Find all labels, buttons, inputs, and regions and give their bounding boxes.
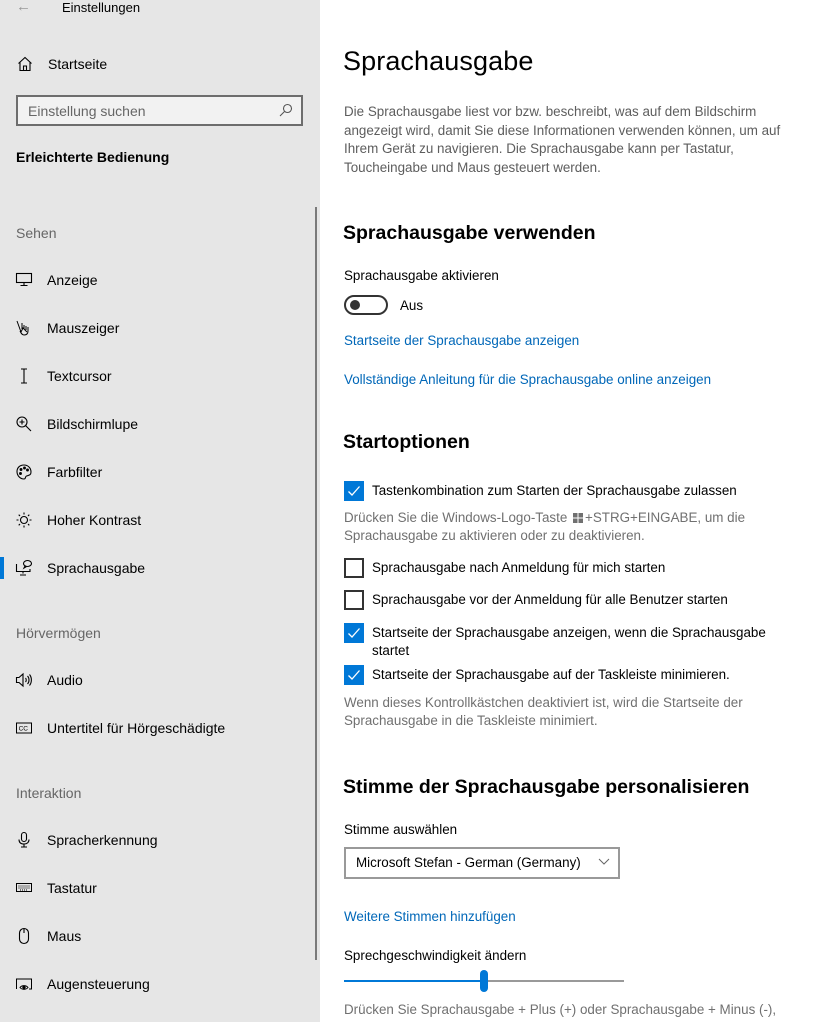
app-title: Einstellungen xyxy=(62,0,141,15)
sidebar-item-hoher-kontrast[interactable] xyxy=(0,500,312,540)
speed-slider[interactable] xyxy=(344,972,624,994)
eye-control-icon xyxy=(15,975,33,993)
nav-label: Augensteuerung xyxy=(47,976,150,992)
search-icon[interactable] xyxy=(279,103,293,117)
main-content xyxy=(320,0,839,1022)
slider-thumb[interactable] xyxy=(480,970,488,992)
voice-dropdown-value: Microsoft Stefan - German (Germany) xyxy=(356,855,581,870)
back-arrow-icon[interactable]: ← xyxy=(16,0,31,15)
keyboard-icon xyxy=(15,879,33,897)
nav-label: Bildschirmlupe xyxy=(47,416,139,432)
checkbox-minimize-home[interactable] xyxy=(344,665,364,685)
speaker-icon xyxy=(15,671,33,689)
toggle-state: Aus xyxy=(400,298,424,313)
checkbox-show-home[interactable] xyxy=(344,623,364,643)
magnifier-icon xyxy=(15,415,33,433)
nav-label: Spracherkennung xyxy=(47,832,158,848)
sun-icon xyxy=(15,511,33,529)
active-indicator xyxy=(0,557,4,579)
monitor-icon xyxy=(15,271,33,289)
section-heading-start: Startoptionen xyxy=(343,431,470,453)
pointer-icon xyxy=(15,319,33,337)
checkbox-after-signin[interactable] xyxy=(344,558,364,578)
sidebar-item-bildschirmlupe[interactable] xyxy=(0,404,312,444)
checkbox-shortcut[interactable] xyxy=(344,481,364,501)
toggle-label: Sprachausgabe aktivieren xyxy=(344,268,499,283)
sidebar-item-home[interactable] xyxy=(0,50,320,78)
nav-label: Audio xyxy=(47,672,83,688)
speed-hint: Drücken Sie Sprachausgabe + Plus (+) oder Sprachausgabe + Minus (-), xyxy=(344,1002,777,1017)
home-label: Startseite xyxy=(48,56,108,72)
nav-label: Tastatur xyxy=(47,880,97,896)
sidebar-item-untertitel[interactable] xyxy=(0,708,312,748)
nav-label: Textcursor xyxy=(47,368,112,384)
palette-icon xyxy=(15,463,33,481)
narrator-toggle[interactable] xyxy=(344,295,388,315)
narrator-home-link[interactable]: Startseite der Sprachausgabe anzeigen xyxy=(344,333,580,348)
voice-select-label: Stimme auswählen xyxy=(344,822,458,837)
voice-dropdown[interactable] xyxy=(344,847,620,879)
sidebar-item-sprachausgabe[interactable] xyxy=(0,548,312,588)
narrator-icon xyxy=(15,559,33,577)
checkmark-icon xyxy=(347,668,361,682)
chevron-down-icon xyxy=(598,858,610,866)
nav-label: Farbfilter xyxy=(47,464,103,480)
checkbox-before-signin[interactable] xyxy=(344,590,364,610)
intro-text: Die Sprachausgabe liest vor bzw. beschreibt, was auf dem Bildschirm angezeigt wird, damit Sie diese Informationen verwenden können, um auf Ihrem Gerät zu navigieren. Die Sprachausgabe kann per Tastatur, Toucheingabe und Maus gesteuert werden. xyxy=(344,104,781,175)
checkmark-icon xyxy=(347,484,361,498)
sidebar-item-spracherkennung[interactable] xyxy=(0,820,312,860)
section-heading-use: Sprachausgabe verwenden xyxy=(343,222,596,244)
sidebar-item-mauszeiger[interactable] xyxy=(0,308,312,348)
toggle-knob xyxy=(350,300,360,310)
minimize-hint: Wenn dieses Kontrollkästchen deaktiviert ist, wird die Startseite der Sprachausgabe in die Taskleiste minimiert. xyxy=(344,695,743,728)
checkbox-before-signin-label: Sprachausgabe vor der Anmeldung für alle Benutzer starten xyxy=(372,592,728,607)
nav-label: Anzeige xyxy=(47,272,98,288)
speed-label: Sprechgeschwindigkeit ändern xyxy=(344,948,527,963)
section-label-hoervermoegen: Hörvermögen xyxy=(16,625,101,641)
nav-label: Maus xyxy=(47,928,82,944)
hint-text: Drücken Sie die Windows-Logo-Taste xyxy=(344,510,568,525)
nav-label: Mauszeiger xyxy=(47,320,120,336)
sidebar-item-farbfilter[interactable] xyxy=(0,452,312,492)
narrator-guide-link[interactable]: Vollständige Anleitung für die Sprachausgabe online anzeigen xyxy=(344,372,712,387)
more-voices-link[interactable]: Weitere Stimmen hinzufügen xyxy=(344,909,516,924)
sidebar xyxy=(0,0,320,1022)
nav-label: Untertitel für Hörgeschädigte xyxy=(47,720,226,736)
slider-track-empty xyxy=(484,980,624,982)
shortcut-hint xyxy=(344,509,794,545)
sidebar-item-augensteuerung[interactable] xyxy=(0,964,312,1004)
sidebar-scrollbar[interactable] xyxy=(315,207,317,960)
category-title: Erleichterte Bedienung xyxy=(16,149,170,165)
title-bar xyxy=(0,0,320,16)
checkbox-minimize-home-label: Startseite der Sprachausgabe auf der Taskleiste minimieren. xyxy=(372,667,730,682)
slider-track-filled xyxy=(344,980,484,982)
sidebar-item-maus[interactable] xyxy=(0,916,312,956)
hint-text: +STRG+EINGABE, um die Sprachausgabe zu aktivieren oder zu deaktivieren. xyxy=(344,510,746,543)
mouse-icon xyxy=(15,927,33,945)
microphone-icon xyxy=(15,831,33,849)
checkmark-icon xyxy=(347,626,361,640)
nav-label: Hoher Kontrast xyxy=(47,512,142,528)
home-icon xyxy=(17,56,33,72)
sidebar-item-anzeige[interactable] xyxy=(0,260,312,300)
section-label-interaktion: Interaktion xyxy=(16,785,82,801)
checkbox-shortcut-label: Tastenkombination zum Starten der Sprachausgabe zulassen xyxy=(372,483,737,498)
sidebar-item-tastatur[interactable] xyxy=(0,868,312,908)
sidebar-item-textcursor[interactable] xyxy=(0,356,312,396)
text-cursor-icon xyxy=(15,367,33,385)
closed-captions-icon xyxy=(15,719,33,737)
nav-label: Sprachausgabe xyxy=(47,560,146,576)
section-label-sehen: Sehen xyxy=(16,225,57,241)
sidebar-item-audio[interactable] xyxy=(0,660,312,700)
checkbox-show-home-label: Startseite der Sprachausgabe anzeigen, wenn die Sprachausgabe startet xyxy=(372,625,766,658)
search-input[interactable] xyxy=(28,102,273,120)
page-title: Sprachausgabe xyxy=(343,46,534,76)
windows-logo-icon xyxy=(573,513,583,523)
search-box[interactable] xyxy=(16,95,303,126)
section-heading-voice: Stimme der Sprachausgabe personalisieren xyxy=(343,776,750,798)
svg-text:CC: CC xyxy=(18,725,28,733)
checkbox-after-signin-label: Sprachausgabe nach Anmeldung für mich starten xyxy=(372,560,666,575)
